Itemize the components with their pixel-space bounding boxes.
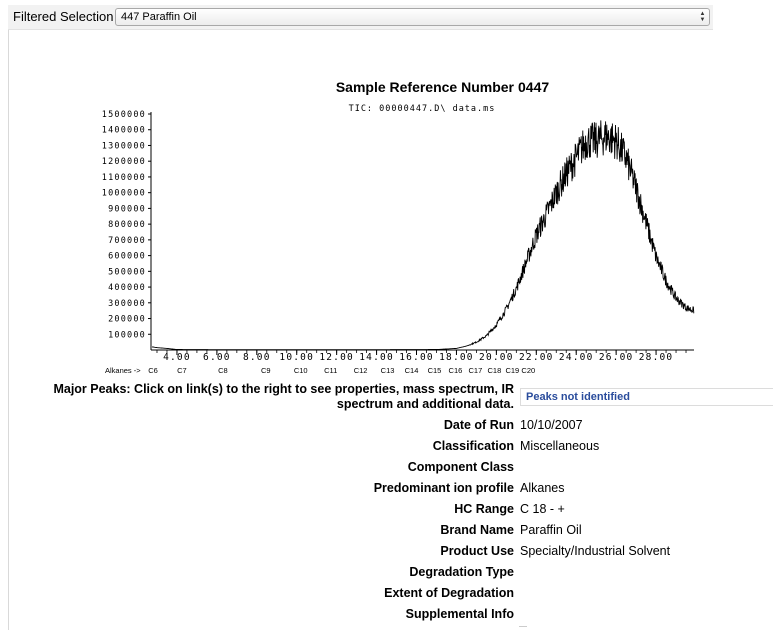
y-tick-label: 300000 bbox=[108, 298, 146, 309]
x-tick-label: 16.00 bbox=[399, 352, 434, 363]
bottom-divider bbox=[519, 626, 527, 627]
detail-label: Date of Run bbox=[443, 418, 514, 432]
alkane-marker: C12 bbox=[353, 366, 368, 375]
detail-label: Component Class bbox=[407, 460, 514, 474]
tic-series-line bbox=[152, 120, 694, 349]
detail-value: Paraffin Oil bbox=[520, 523, 582, 537]
x-tick-label: 6.00 bbox=[203, 352, 231, 363]
alkanes-label: Alkanes -> bbox=[105, 366, 141, 375]
select-arrows-icon: ▲ ▼ bbox=[699, 11, 706, 23]
y-tick-label: 1400000 bbox=[101, 125, 146, 136]
alkane-marker: C11 bbox=[324, 366, 338, 375]
alkane-marker: C19 bbox=[505, 366, 520, 375]
alkane-marker: C6 bbox=[148, 366, 158, 375]
detail-label: HC Range bbox=[454, 502, 514, 516]
x-tick-label: 14.00 bbox=[359, 352, 394, 363]
alkane-marker: C15 bbox=[427, 366, 442, 375]
major-peaks-text: Major Peaks: Click on link(s) to the right to see properties, mass spectrum, IR spectrum and additional data. bbox=[53, 382, 514, 411]
chart-subtitle: TIC: 00000447.D\ data.ms bbox=[348, 104, 496, 114]
x-tick-label: 8.00 bbox=[242, 352, 271, 363]
detail-row bbox=[0, 544, 773, 564]
detail-row bbox=[0, 481, 773, 501]
detail-row bbox=[0, 460, 773, 480]
alkane-marker: C16 bbox=[448, 366, 463, 375]
alkane-marker: C9 bbox=[260, 366, 271, 375]
alkane-marker: C20 bbox=[521, 366, 536, 375]
alkane-marker: C7 bbox=[177, 366, 187, 375]
detail-row bbox=[0, 607, 773, 627]
detail-value: Miscellaneous bbox=[520, 439, 600, 453]
sample-reference-number: 0447 bbox=[518, 79, 550, 95]
x-tick-label: 10.00 bbox=[279, 352, 315, 363]
detail-row bbox=[0, 565, 773, 585]
detail-row bbox=[0, 418, 773, 438]
y-tick-label: 100000 bbox=[108, 330, 146, 341]
detail-label: Product Use bbox=[440, 544, 514, 558]
alkane-marker: C17 bbox=[468, 366, 483, 375]
detail-value: 10/10/2007 bbox=[520, 418, 583, 432]
x-tick-label: 22.00 bbox=[518, 352, 554, 363]
detail-row bbox=[0, 586, 773, 606]
detail-label: Extent of Degradation bbox=[384, 586, 514, 600]
detail-label: Classification bbox=[432, 439, 514, 453]
y-tick-label: 1200000 bbox=[101, 157, 146, 168]
alkane-marker: C8 bbox=[218, 366, 228, 375]
detail-label: Predominant ion profile bbox=[373, 481, 514, 495]
x-tick-label: 4.00 bbox=[163, 352, 191, 363]
y-tick-label: 1500000 bbox=[101, 110, 146, 120]
x-tick-label: 24.00 bbox=[558, 352, 594, 363]
detail-label: Degradation Type bbox=[409, 565, 514, 579]
detail-value: Specialty/Industrial Solvent bbox=[520, 544, 671, 558]
y-tick-label: 500000 bbox=[108, 267, 146, 278]
filter-label: Filtered Selection bbox=[13, 9, 114, 24]
x-tick-label: 28.00 bbox=[638, 352, 674, 363]
x-tick-label: 12.00 bbox=[319, 352, 354, 363]
y-tick-label: 400000 bbox=[108, 283, 146, 294]
y-tick-label: 200000 bbox=[108, 314, 146, 325]
detail-row bbox=[0, 439, 773, 459]
detail-label: Supplemental Info bbox=[405, 607, 514, 621]
peaks-link[interactable]: Peaks not identified bbox=[520, 388, 773, 406]
detail-row bbox=[0, 502, 773, 522]
detail-value: Alkanes bbox=[520, 481, 565, 495]
sample-reference-label: Sample Reference Number bbox=[335, 79, 515, 95]
filter-select-value: 447 Paraffin Oil bbox=[121, 11, 197, 23]
x-tick-label: 20.00 bbox=[479, 352, 514, 363]
y-tick-label: 1300000 bbox=[101, 141, 146, 152]
alkane-marker: C14 bbox=[404, 366, 419, 375]
detail-value: C 18 - + bbox=[520, 502, 565, 516]
y-tick-label: 700000 bbox=[108, 235, 146, 246]
y-tick-label: 900000 bbox=[108, 204, 146, 215]
detail-row bbox=[0, 523, 773, 543]
y-tick-label: 1100000 bbox=[101, 172, 146, 183]
x-tick-label: 18.00 bbox=[439, 352, 474, 363]
alkane-marker: C18 bbox=[487, 366, 502, 375]
x-tick-label: 26.00 bbox=[598, 352, 634, 363]
alkane-marker: C10 bbox=[293, 366, 308, 375]
y-tick-label: 1000000 bbox=[101, 188, 146, 199]
alkane-marker: C13 bbox=[380, 366, 395, 375]
detail-label: Brand Name bbox=[440, 523, 514, 537]
y-tick-label: 600000 bbox=[108, 251, 146, 262]
y-tick-label: 800000 bbox=[108, 220, 146, 231]
